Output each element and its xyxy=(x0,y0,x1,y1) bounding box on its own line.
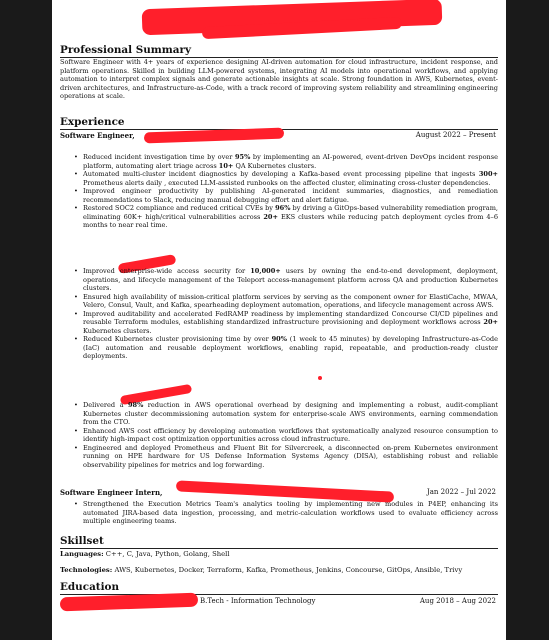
technologies-label: Technologies: xyxy=(60,566,113,574)
bullet-text: Automated multi-cluster incident diagnostics by developing a Kafka-based event processing pipeline that ingests xyxy=(83,170,479,179)
role-title: Software Engineer, xyxy=(60,131,135,140)
bullet-metric: 10+ xyxy=(218,161,234,170)
languages-value: C++, C, Java, Python, Golang, Shell xyxy=(103,550,230,558)
bullet-item xyxy=(60,204,498,230)
bullet-text: Prometheus alerts daily , executed LLM-assisted runbooks on the affected cluster, eliminating cross-cluster dependencies. xyxy=(83,178,491,187)
intern-title: Software Engineer Intern, xyxy=(60,488,163,497)
bullet-text: QA Kubernetes clusters. xyxy=(233,161,317,170)
languages-label: Languages: xyxy=(60,550,104,558)
bullet-text: (1 week to 45 minutes) by developing Infrastructure-as-Code (IaC) automation and reusable deployment workflows, enabling rapid, repeatable, and production-ready cluster deployments. xyxy=(83,335,498,361)
bullet-metric: 95% xyxy=(234,153,251,161)
bullet-text: by implementing an AI-powered, event-driven DevOps incident response platform, automating alert triage across xyxy=(83,153,498,170)
role-date: August 2022 – Present xyxy=(415,131,496,139)
skills-technologies xyxy=(60,566,498,575)
bullet-list-3 xyxy=(60,401,498,469)
bullet-text: Improved enterprise-wide access security for xyxy=(83,267,251,275)
bullet-item xyxy=(60,267,498,293)
bullet-item xyxy=(60,310,498,336)
bullet-item xyxy=(60,500,498,526)
bullet-text: Restored SOC2 compliance and reduced critical CVEs by xyxy=(83,204,276,213)
skills-languages xyxy=(60,550,498,559)
intern-date: Jan 2022 – Jul 2022 xyxy=(426,488,496,496)
bullet-text: Reduced incident investigation time by over xyxy=(83,153,235,161)
bullet-metric: 90% xyxy=(271,335,287,344)
bullet-text: Reduced Kubernetes cluster provisioning time by over xyxy=(83,335,272,344)
bullet-item xyxy=(60,153,498,170)
bullet-text: reduction in AWS operational overhead by designing and implementing a robust, audit-compliant Kubernetes cluster decommissioning automation system for enterprise-scale AWS environments, earning commendation from the CTO. xyxy=(83,401,498,427)
bullet-metric: 20+ xyxy=(263,212,278,221)
education-degree: B.Tech - Information Technology xyxy=(200,597,316,605)
redaction-school xyxy=(60,593,198,612)
resume-page xyxy=(52,0,506,640)
bullet-text: Improved engineer productivity by publishing AI-generated incident summaries, diagnostics, and remediation recommendations to Slack, reducing manual debugging effort and alert fatigue. xyxy=(83,187,498,204)
technologies-value: AWS, Kubernetes, Docker, Terraform, Kafka, Prometheus, Jenkins, Concourse, GitOps, Ansible, Trivy xyxy=(112,566,463,574)
bullet-item xyxy=(60,427,498,444)
bullet-text: Improved auditability and accelerated FedRAMP readiness by implementing standardized Concourse CI/CD pipelines and reusable Terraform modules, establishing standardized infrastructure provisioning and deployment workflows across xyxy=(83,309,498,327)
bullet-text: users by owning the end-to-end development, deployment, operations, and lifecycle management of the Teleport access-management platform across QA and production Kubernetes clusters. xyxy=(83,267,498,293)
redaction-dot xyxy=(318,376,322,380)
bullet-list-4 xyxy=(60,500,498,526)
bullet-text: Delivered a xyxy=(83,401,128,409)
bullet-list-1 xyxy=(60,153,498,230)
bullet-item xyxy=(60,335,498,361)
bullet-text: EKS clusters while reducing patch deployment cycles from 4–6 months to near real time. xyxy=(83,212,498,230)
bullet-metric: 300+ xyxy=(478,170,498,179)
bullet-text: Kubernetes clusters. xyxy=(83,326,152,335)
bullet-text: Engineered and deployed Prometheus and Fluent Bit for Silvercreek, a disconnected on-prem Kubernetes environment running on HPE hardware for US Defense Information Systems Agency (DISA), establishing robust and reliable observability pipelines for metrics and log forwarding. xyxy=(83,443,498,469)
bullet-item xyxy=(60,187,498,204)
bullet-item xyxy=(60,170,498,187)
bullet-list-2 xyxy=(60,267,498,361)
summary-text: Software Engineer with 4+ years of experience designing AI-driven automation for cloud infrastructure, incident response, and platform operations. Skilled in building LLM-powered systems, integrating AI models into operational workflows, and applying automation to interpret complex signals and generate actionable insights at scale. Strong foundation in AWS, Kubernetes, event-driven architectures, and Infrastructure-as-Code, with a track record of improving system reliability and streamlining engineering operations at scale. xyxy=(60,58,498,101)
summary-heading: Professional Summary xyxy=(60,44,498,58)
bullet-item xyxy=(60,401,498,427)
bullet-metric: 96% xyxy=(275,204,291,213)
bullet-text: Strengthened the Execution Metrics Team's analytics tooling by implementing new modules in P4EP, enhancing its automated JIRA-based data ingestion, processing, and metric-calculation workflows used to evaluate efficiency across multiple engineering teams. xyxy=(83,500,498,526)
bullet-metric: 20+ xyxy=(483,318,498,327)
bullet-item xyxy=(60,293,498,310)
bullet-text: by driving a GitOps-based vulnerability remediation program, eliminating 60K+ high/critical vulnerabilities across xyxy=(83,204,498,221)
bullet-text: Enhanced AWS cost efficiency by developing automation workflows that systematically analyzed resource consumption to identify high-impact cost optimization opportunities across cloud infrastructure. xyxy=(83,426,498,444)
skills-heading: Skillset xyxy=(60,535,498,549)
bullet-metric: 98% xyxy=(127,401,144,409)
bullet-item xyxy=(60,444,498,470)
education-heading: Education xyxy=(60,581,498,595)
experience-heading: Experience xyxy=(60,116,498,130)
bullet-text: Ensured high availability of mission-critical platform services by serving as the component owner for ElastiCache, MWAA, Velero, Consul, Vault, and Kafka, spearheading deployment automation, operations, and lifecycle management across AWS. xyxy=(83,292,498,310)
education-date: Aug 2018 – Aug 2022 xyxy=(419,597,496,605)
bullet-metric: 10,000+ xyxy=(250,267,281,275)
